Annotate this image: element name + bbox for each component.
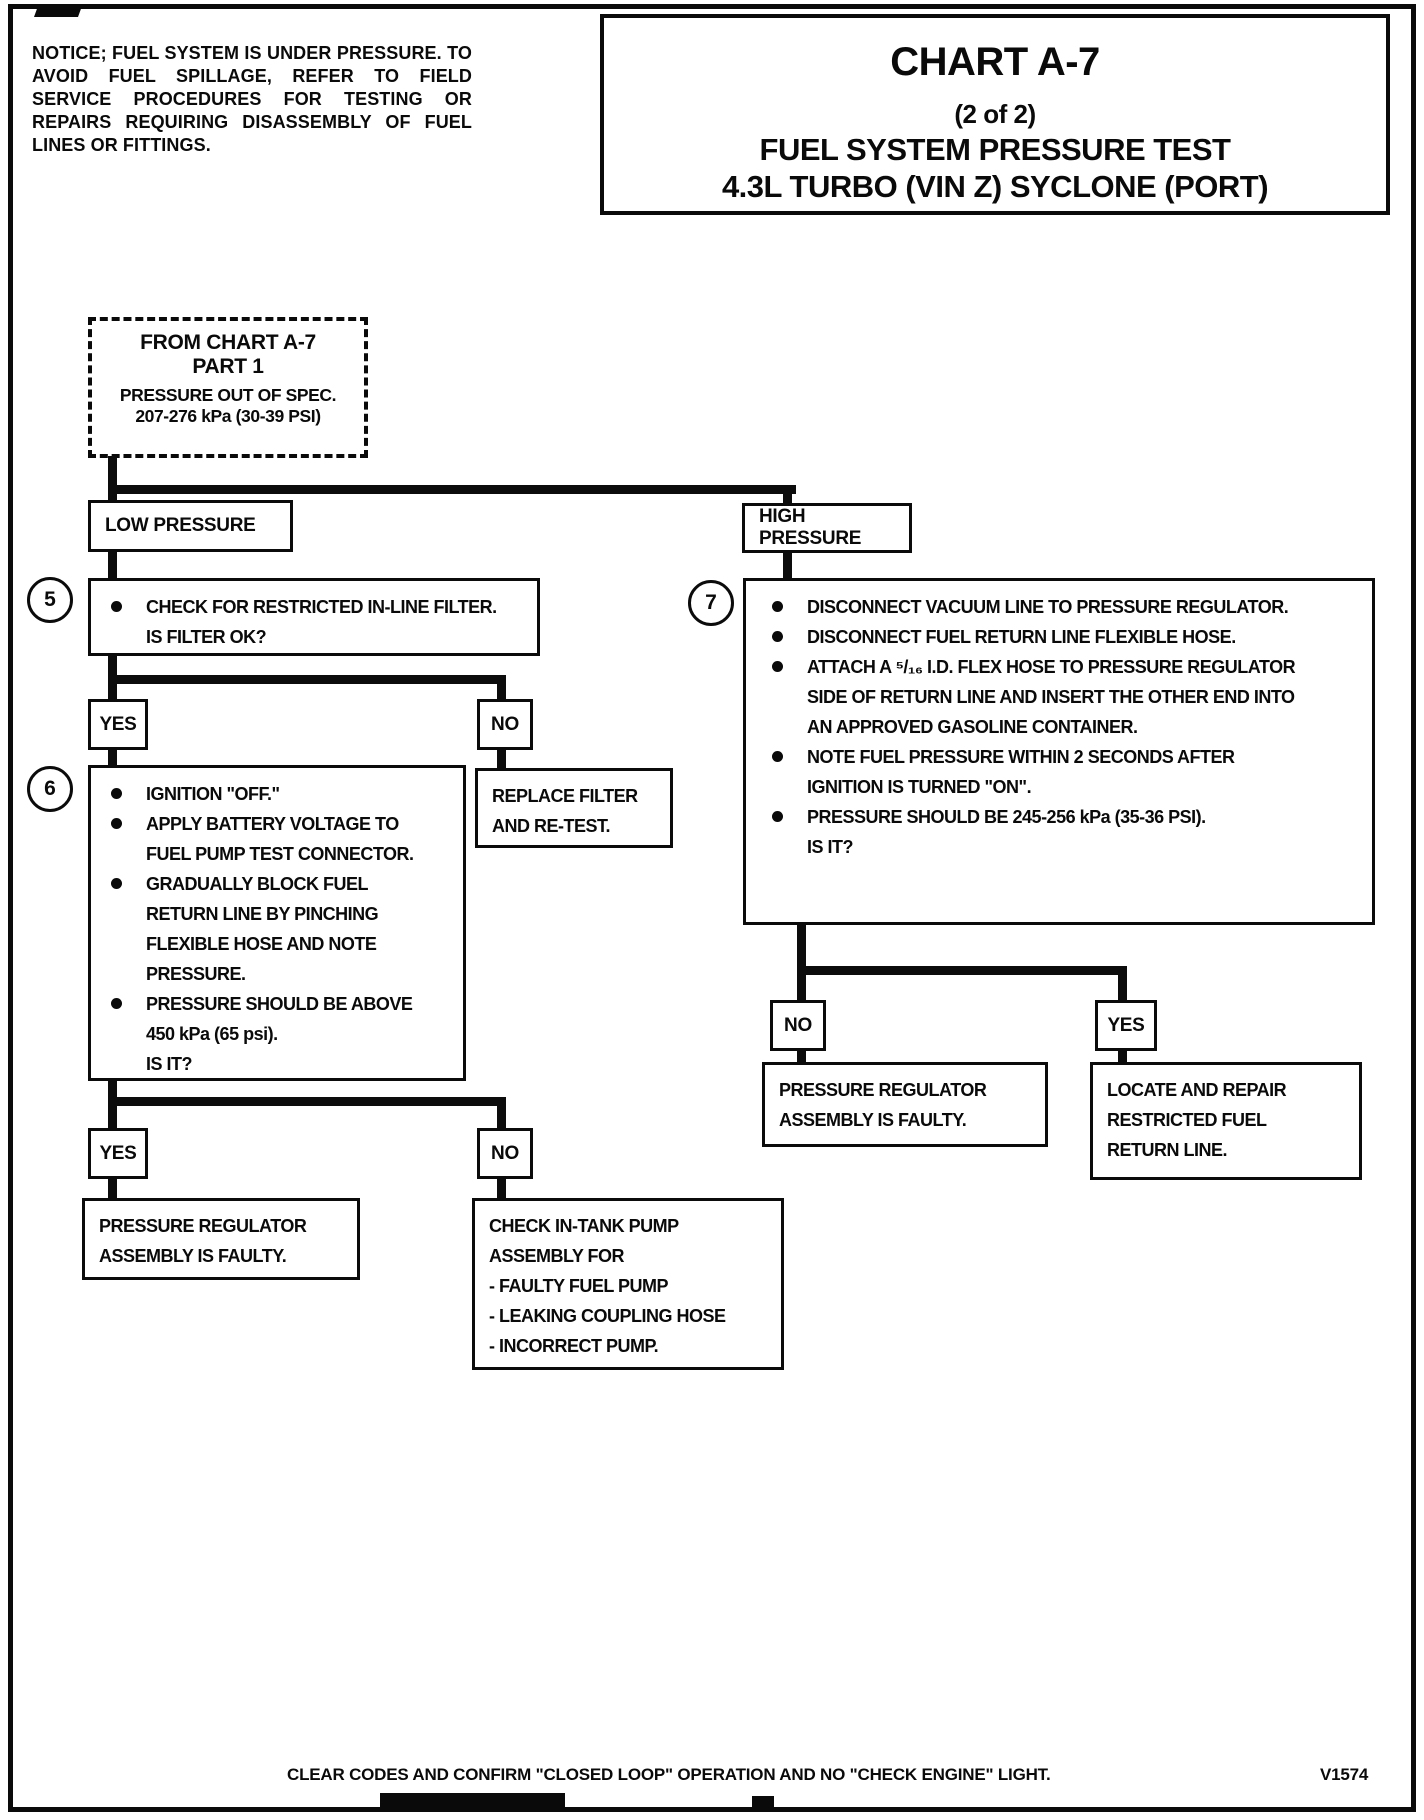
check-pump-node	[472, 1198, 784, 1370]
step-6-item-4: PRESSURE SHOULD BE ABOVE 450 kPa (65 psi).	[146, 994, 413, 1044]
bullet-icon	[772, 811, 783, 822]
title-box	[600, 14, 1390, 215]
bullet-icon	[111, 818, 122, 829]
footer-instruction: CLEAR CODES AND CONFIRM "CLOSED LOOP" OPERATION AND NO "CHECK ENGINE" LIGHT.	[287, 1765, 1051, 1784]
notice-text: NOTICE; FUEL SYSTEM IS UNDER PRESSURE. TO AVOID FUEL SPILLAGE, REFER TO FIELD SERVICE PROCEDURES FOR TESTING OR REPAIRS REQUIRING DISASSEMBLY OF FUEL LINES OR FITTINGS.	[32, 43, 472, 155]
bullet-icon	[772, 661, 783, 672]
step-7-number-badge: 7	[688, 580, 734, 626]
step-6-item-3: GRADUALLY BLOCK FUEL RETURN LINE BY PINCHING FLEXIBLE HOSE AND NOTE PRESSURE.	[146, 874, 379, 984]
step-5-item-1: CHECK FOR RESTRICTED IN-LINE FILTER.	[146, 597, 497, 617]
yes-node-1: YES	[88, 699, 148, 750]
connector	[797, 966, 1127, 975]
check-pump-line-1: CHECK IN-TANK PUMP	[489, 1216, 679, 1236]
step-7-box	[743, 578, 1375, 925]
bullet-icon	[111, 998, 122, 1009]
bullet-icon	[111, 788, 122, 799]
check-pump-line-3: - FAULTY FUEL PUMP	[489, 1276, 669, 1296]
regulator-faulty-low-line-2: ASSEMBLY IS FAULTY.	[99, 1246, 287, 1266]
repair-return-line-2: RESTRICTED FUEL	[1107, 1110, 1267, 1130]
no-node-2: NO	[477, 1128, 533, 1179]
connector	[108, 551, 117, 579]
check-pump-line-4: - LEAKING COUPLING HOSE	[489, 1306, 726, 1326]
connector	[497, 749, 506, 769]
low-pressure-node: LOW PRESSURE	[88, 500, 293, 552]
yes-node-2: YES	[88, 1128, 148, 1179]
bullet-icon	[111, 601, 122, 612]
figure-code: V1574	[1320, 1765, 1369, 1784]
connector	[1118, 974, 1127, 1001]
check-pump-line-2: ASSEMBLY FOR	[489, 1246, 625, 1266]
step-7-item-4: NOTE FUEL PRESSURE WITHIN 2 SECONDS AFTER IGNITION IS TURNED "ON".	[807, 747, 1235, 797]
step-7-item-5: PRESSURE SHOULD BE 245-256 kPa (35-36 PSI).	[807, 807, 1206, 827]
regulator-faulty-node-low	[82, 1198, 360, 1280]
connector	[108, 1177, 117, 1199]
connector	[108, 456, 117, 487]
connector	[108, 749, 117, 766]
step-6-number-badge: 6	[27, 766, 73, 812]
start-line-4: 207-276 kPa (30-39 PSI)	[135, 406, 321, 426]
bullet-icon	[772, 631, 783, 642]
connector	[108, 1105, 117, 1129]
repair-return-line-3: RETURN LINE.	[1107, 1140, 1227, 1160]
scan-artifact-bottom	[380, 1793, 565, 1809]
step-5-number-badge: 5	[27, 577, 73, 623]
chart-test-name: FUEL SYSTEM PRESSURE TEST	[759, 132, 1231, 167]
connector	[497, 1177, 506, 1199]
chart-title: CHART A-7	[890, 40, 1100, 84]
regulator-faulty-high-line-2: ASSEMBLY IS FAULTY.	[779, 1110, 967, 1130]
regulator-faulty-low-line-1: PRESSURE REGULATOR	[99, 1216, 307, 1236]
high-pressure-node: HIGH PRESSURE	[742, 503, 912, 553]
chart-engine-name: 4.3L TURBO (VIN Z) SYCLONE (PORT)	[721, 169, 1269, 204]
step-5-box	[88, 578, 540, 656]
no-node-1: NO	[477, 699, 533, 750]
step-7-item-2: DISCONNECT FUEL RETURN LINE FLEXIBLE HOSE.	[807, 627, 1236, 647]
connector	[108, 485, 796, 494]
step-6-question: IS IT?	[146, 1054, 192, 1074]
no-node-3: NO	[770, 1000, 826, 1051]
step-5-question: IS FILTER OK?	[146, 627, 267, 647]
check-pump-line-5: - INCORRECT PUMP.	[489, 1336, 659, 1356]
replace-filter-node	[475, 768, 673, 848]
step-6-item-2: APPLY BATTERY VOLTAGE TO FUEL PUMP TEST CONNECTOR.	[146, 814, 414, 864]
regulator-faulty-high-line-1: PRESSURE REGULATOR	[779, 1080, 987, 1100]
bullet-icon	[772, 751, 783, 762]
start-line-3: PRESSURE OUT OF SPEC.	[119, 385, 337, 405]
start-line-1: FROM CHART A-7	[140, 331, 316, 354]
start-node	[88, 317, 368, 458]
regulator-faulty-node-high	[762, 1062, 1048, 1147]
repair-return-line-node	[1090, 1062, 1362, 1180]
chart-part-label: (2 of 2)	[954, 99, 1036, 129]
bullet-icon	[111, 878, 122, 889]
connector	[783, 551, 792, 580]
step-7-question: IS IT?	[807, 837, 853, 857]
step-7-item-3: ATTACH A ⁵/₁₆ I.D. FLEX HOSE TO PRESSURE REGULATOR SIDE OF RETURN LINE AND INSERT THE OTHER END INTO AN APPROVED GASOLINE CONTAINER.	[807, 657, 1296, 737]
connector	[497, 1105, 506, 1129]
connector	[108, 675, 506, 684]
repair-return-line-1: LOCATE AND REPAIR	[1107, 1080, 1287, 1100]
start-line-2: PART 1	[192, 355, 264, 378]
step-6-item-1: IGNITION "OFF."	[146, 784, 280, 804]
bullet-icon	[772, 601, 783, 612]
replace-filter-line-2: AND RE-TEST.	[492, 816, 611, 836]
yes-node-3: YES	[1095, 1000, 1157, 1051]
scan-artifact-top-left	[34, 6, 82, 17]
connector	[797, 974, 806, 1001]
step-6-box	[88, 765, 466, 1081]
replace-filter-line-1: REPLACE FILTER	[492, 786, 638, 806]
scan-artifact-bottom-tick	[752, 1796, 774, 1808]
step-7-item-1: DISCONNECT VACUUM LINE TO PRESSURE REGULATOR.	[807, 597, 1289, 617]
connector	[108, 1097, 506, 1106]
